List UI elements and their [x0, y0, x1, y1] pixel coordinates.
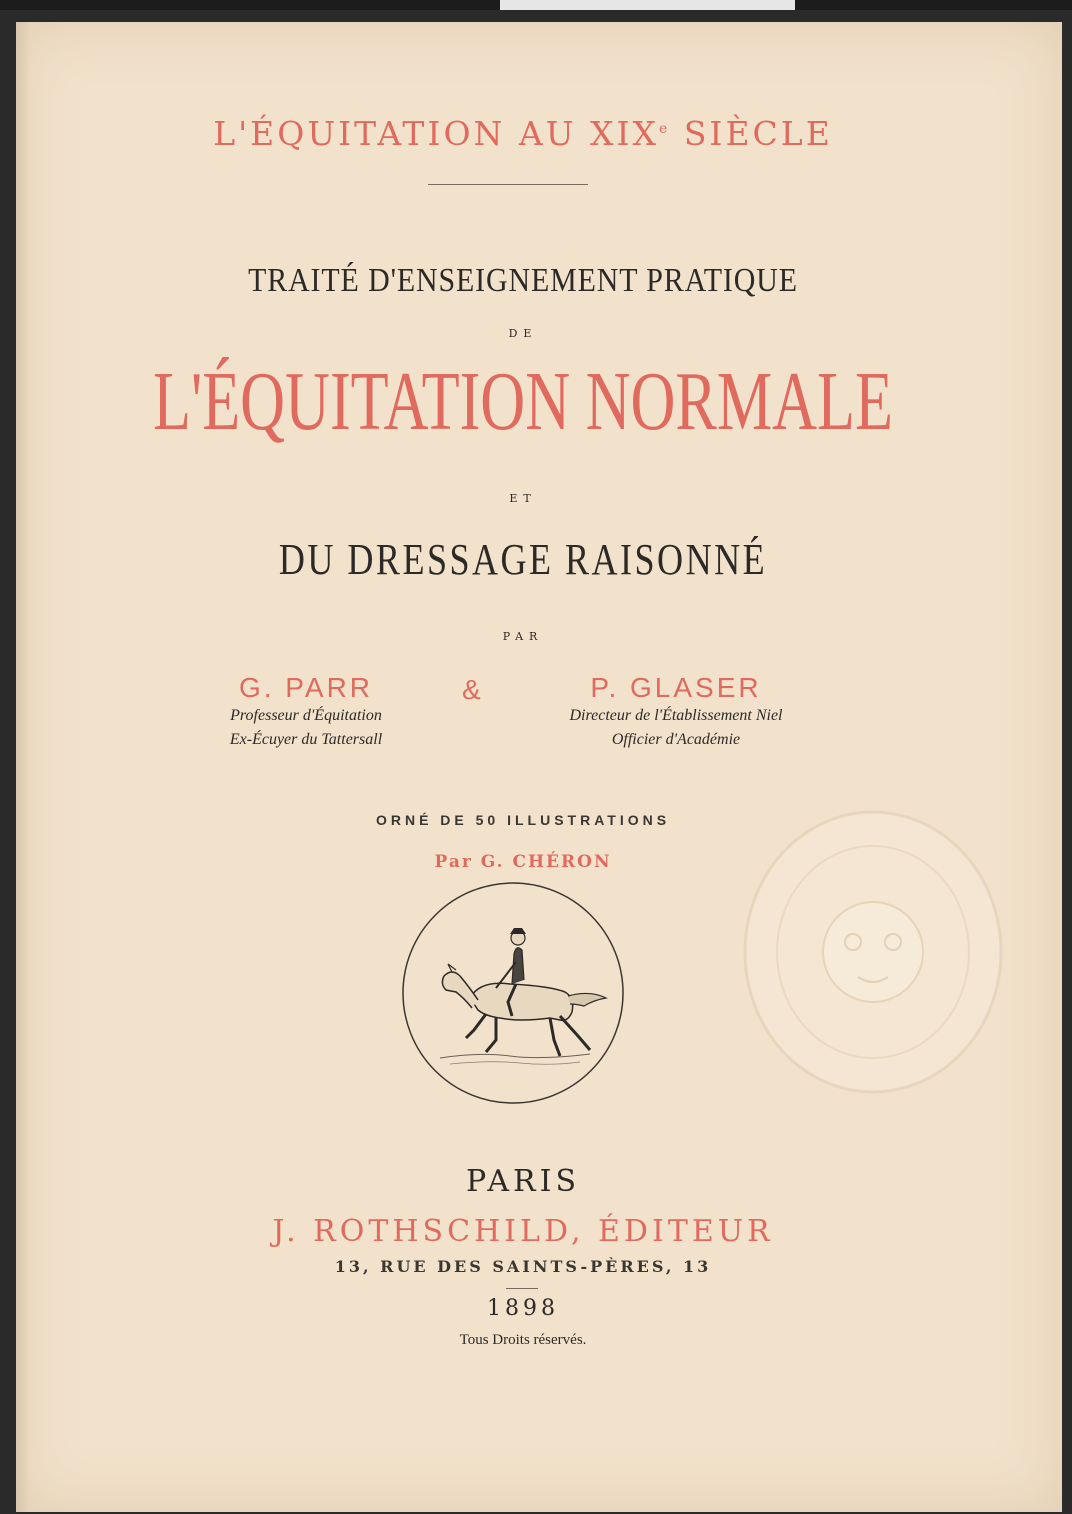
illustrator-credit: Par G. CHÉRON	[434, 852, 612, 872]
rights-notice: Tous Droits réservés.	[459, 1332, 587, 1348]
subtitle: TRAITÉ D'ENSEIGNEMENT PRATIQUE	[248, 262, 798, 299]
author-title-line: Ex-Écuyer du Tattersall	[229, 731, 383, 748]
author-title-line: Professeur d'Équitation	[230, 707, 382, 724]
connector-et: ET	[509, 492, 537, 505]
main-title: L'ÉQUITATION NORMALE	[153, 355, 893, 448]
ampersand: &	[462, 674, 481, 705]
page-binding-shadow	[16, 22, 30, 1512]
publisher: J. ROTHSCHILD, ÉDITEUR	[272, 1214, 774, 1249]
illustrations-note: ORNÉ DE 50 ILLUSTRATIONS	[375, 812, 671, 828]
series-superscript: e	[659, 121, 671, 137]
connector-de: DE	[508, 327, 538, 340]
series-title-end: SIÈCLE	[670, 114, 833, 153]
embossed-seal	[738, 802, 1008, 1102]
publisher-address: 13, RUE DES SAINTS-PÈRES, 13	[334, 1257, 712, 1276]
secondary-title: DU DRESSAGE RAISONNÉ	[278, 535, 768, 584]
horse-rider-vignette	[400, 880, 626, 1106]
divider-rule	[428, 184, 588, 185]
author-block-glaser	[526, 672, 826, 752]
series-title: L'ÉQUITATION AU XIXe SIÈCLE	[213, 114, 833, 153]
divider-rule-small	[506, 1288, 538, 1289]
city: PARIS	[465, 1164, 581, 1199]
connector-par: PAR	[502, 630, 544, 643]
publication-year: 1898	[487, 1296, 559, 1321]
author-title-line: Officier d'Académie	[611, 731, 741, 748]
author-title-line: Directeur de l'Établissement Niel	[569, 707, 783, 724]
author-name: P. GLASER	[590, 672, 762, 703]
viewer-tab[interactable]	[500, 0, 795, 10]
viewer-top-bar	[0, 0, 1072, 10]
author-block-parr	[176, 672, 436, 752]
title-page	[16, 22, 1062, 1512]
author-name: G. PARR	[238, 672, 374, 703]
